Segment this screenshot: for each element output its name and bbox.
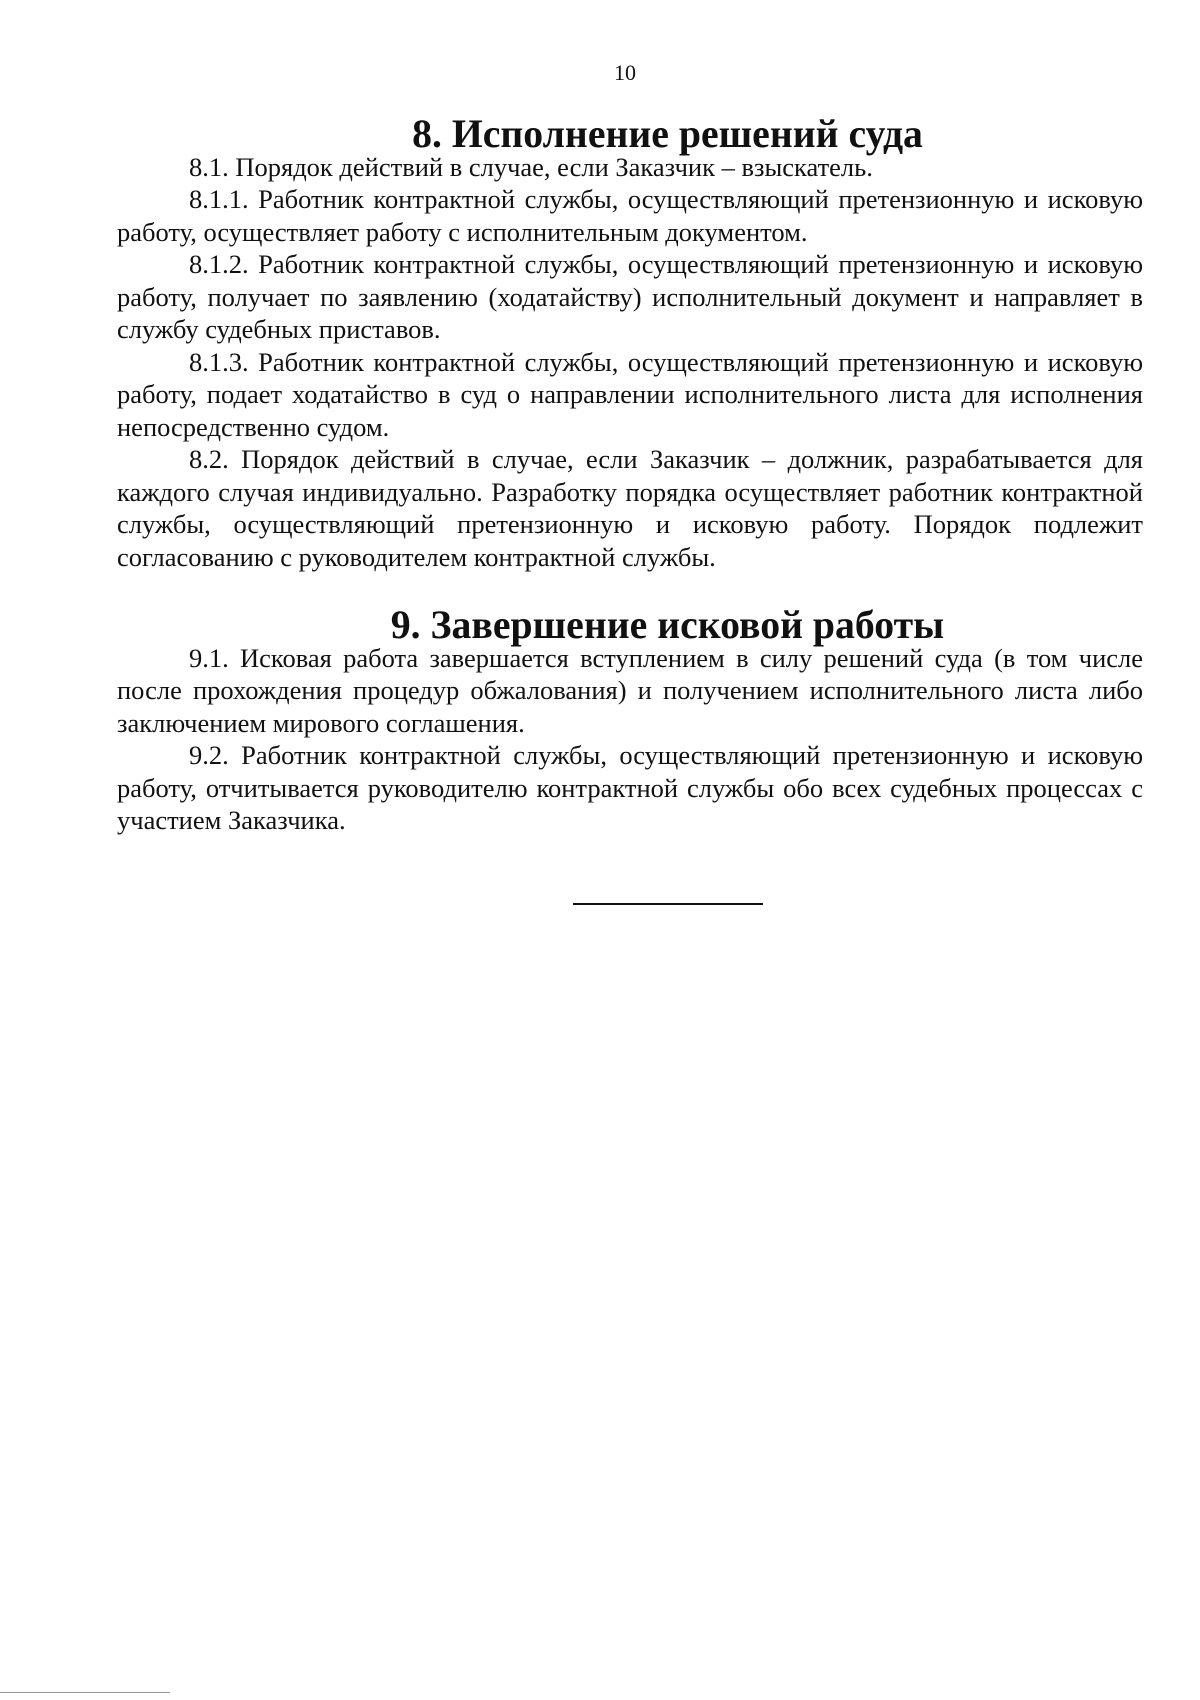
scan-edge-mark <box>0 1692 170 1693</box>
paragraph: 9.2. Работник контрактной службы, осуществляющий претензионную и исковую работу, отчитывается руководителю контрактной службы обо всех судебных процессах с участием Заказчика. <box>117 740 1143 835</box>
paragraph: 8.1.1. Работник контрактной службы, осуществляющий претензионную и исковую работу, осуществляет работу с исполнительным документом. <box>117 184 1143 247</box>
section-heading: 9. Завершение исковой работы <box>390 603 945 647</box>
paragraph: 8.1.2. Работник контрактной службы, осуществляющий претензионную и исковую работу, получает по заявлению (ходатайству) исполнительный документ и направляет в службу судебных приставов. <box>117 249 1143 344</box>
page-number: 10 <box>614 60 636 85</box>
paragraph: 8.2. Порядок действий в случае, если Заказчик – должник, разрабатывается для каждого случая индивидуально. Разработку порядка осуществляет работник контрактной службы, осуществляющий претензионную и исковую работу. Порядок подлежит согласованию с руководителем контрактной службы. <box>117 444 1143 572</box>
paragraph: 8.1. Порядок действий в случае, если Заказчик – взыскатель. <box>189 151 873 182</box>
paragraph: 8.1.3. Работник контрактной службы, осуществляющий претензионную и исковую работу, подает ходатайство в суд о направлении исполнительного листа для исполнения непосредственно судом. <box>117 346 1143 442</box>
paragraph: 9.1. Исковая работа завершается вступлением в силу решений суда (в том числе после прохождения процедур обжалования) и получением исполнительного листа либо заключением мирового соглашения. <box>117 642 1143 738</box>
end-of-text-rule <box>573 903 763 905</box>
section-heading: 8. Исполнение решений суда <box>412 112 923 156</box>
document-body <box>117 112 1143 837</box>
